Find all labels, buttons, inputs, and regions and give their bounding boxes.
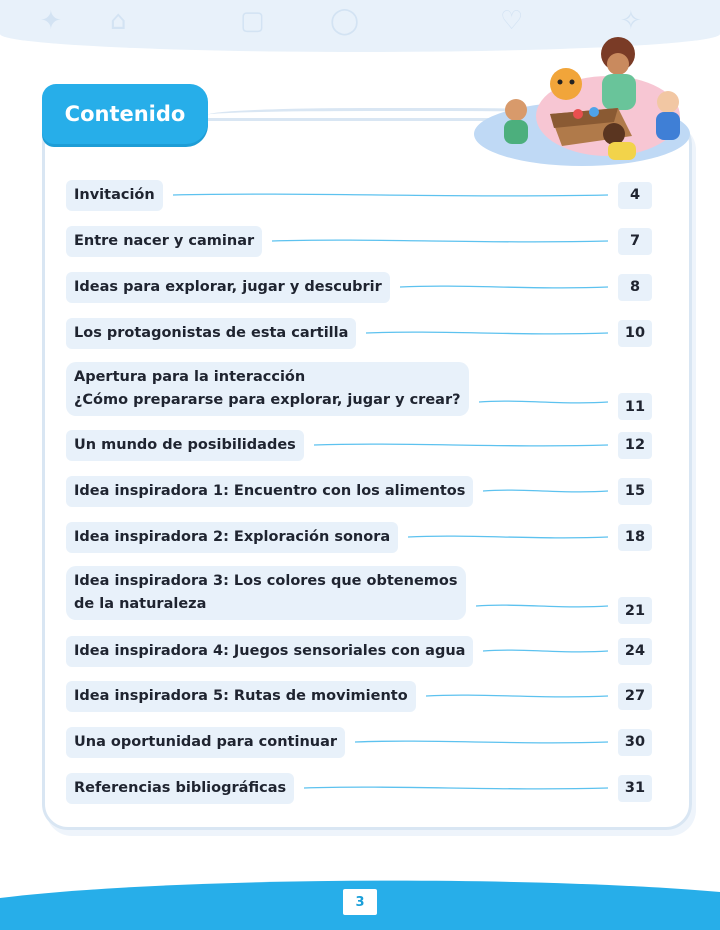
toc-leader-line xyxy=(366,329,608,337)
toc-entry[interactable] xyxy=(66,180,652,210)
toc-entry-title xyxy=(66,318,356,349)
toc-entry-page-number: 7 xyxy=(618,228,652,255)
star-doodle-icon: ✦ xyxy=(40,6,62,36)
page-title: Contenido xyxy=(42,84,208,144)
toc-entry-title xyxy=(66,681,416,712)
toc-leader-line xyxy=(314,441,608,449)
square-doodle-icon: ▢ xyxy=(240,6,265,36)
toc-leader-line xyxy=(400,283,608,291)
heart-doodle-icon: ♡ xyxy=(500,6,524,36)
toc-entry-title xyxy=(66,636,473,667)
toc-entry-title xyxy=(66,362,469,416)
toc-entry-title-line: Idea inspiradora 1: Encuentro con los alimentos xyxy=(74,483,466,499)
toc-entry[interactable] xyxy=(66,773,652,803)
toc-entry-page-number: 8 xyxy=(618,274,652,301)
toc-entry-title-line: de la naturaleza xyxy=(74,596,207,612)
toc-entry[interactable] xyxy=(66,318,652,348)
toc-entry-title xyxy=(66,476,473,507)
toc-entry-title-line: Un mundo de posibilidades xyxy=(74,437,296,453)
toc-entry[interactable] xyxy=(66,636,652,666)
toc-entry-page-number: 30 xyxy=(618,729,652,756)
toc-entry-title-line: Entre nacer y caminar xyxy=(74,233,255,249)
toc-entry[interactable] xyxy=(66,362,652,416)
toc-entry-title xyxy=(66,566,466,620)
toc-entry-title xyxy=(66,727,345,758)
toc-entry-page-number: 10 xyxy=(618,320,652,347)
ball-doodle-icon: ◯ xyxy=(330,6,360,36)
toc-entry-page-number: 27 xyxy=(618,683,652,710)
toc-entry-title xyxy=(66,773,294,804)
toc-entry-title xyxy=(66,430,304,461)
toc-leader-line xyxy=(479,398,608,406)
toc-entry-page-number: 4 xyxy=(618,182,652,209)
toc-entry[interactable] xyxy=(66,566,652,620)
toc-leader-line xyxy=(408,533,608,541)
toc-entry-page-number: 15 xyxy=(618,478,652,505)
contents-frame xyxy=(42,118,692,830)
toc-entry-title-line: Idea inspiradora 5: Rutas de movimiento xyxy=(74,688,408,704)
toc-leader-line xyxy=(304,784,608,792)
toc-entry-title-line: Idea inspiradora 2: Exploración sonora xyxy=(74,529,391,545)
toc-entry-page-number: 12 xyxy=(618,432,652,459)
toc-entry-title-line: Los protagonistas de esta cartilla xyxy=(74,325,349,341)
toc-entry[interactable] xyxy=(66,430,652,460)
toc-entry-title-line: Idea inspiradora 4: Juegos sensoriales con agua xyxy=(74,643,466,659)
toc-entry-title-line: ¿Cómo prepararse para explorar, jugar y crear? xyxy=(74,392,461,408)
toc-entry[interactable] xyxy=(66,681,652,711)
toc-leader-line xyxy=(426,692,608,700)
toc-leader-line xyxy=(483,647,608,655)
toc-entry-page-number: 18 xyxy=(618,524,652,551)
toc-entry[interactable] xyxy=(66,522,652,552)
toc-entry-title-line: Apertura para la interacción xyxy=(74,369,306,385)
toc-entry-title-line: Invitación xyxy=(74,187,155,203)
house-doodle-icon: ⌂ xyxy=(110,6,127,36)
toc-entry-page-number: 31 xyxy=(618,775,652,802)
toc-entry-title-line: Idea inspiradora 3: Los colores que obtenemos xyxy=(74,573,458,589)
toc-entry-page-number: 24 xyxy=(618,638,652,665)
toc-leader-line xyxy=(483,487,608,495)
toc-entry-page-number: 11 xyxy=(618,393,652,420)
toc-entry-title-line: Una oportunidad para continuar xyxy=(74,734,338,750)
toc-leader-line xyxy=(173,191,608,199)
toc-entry[interactable] xyxy=(66,226,652,256)
toc-entry-title xyxy=(66,226,262,257)
toc-entry-title-line: Ideas para explorar, jugar y descubrir xyxy=(74,279,382,295)
toc-entry[interactable] xyxy=(66,476,652,506)
toc-entry[interactable] xyxy=(66,727,652,757)
toc-leader-line xyxy=(355,738,608,746)
toc-entry-title xyxy=(66,180,163,211)
toc-leader-line xyxy=(272,237,608,245)
toc-entry-title-line: Referencias bibliográficas xyxy=(74,780,287,796)
children-caregiver-toy-box-illustration xyxy=(468,30,692,172)
toc-entry[interactable] xyxy=(66,272,652,302)
star-doodle-icon: ✧ xyxy=(620,6,642,36)
page-number: 3 xyxy=(341,887,379,917)
toc-entry-page-number: 21 xyxy=(618,597,652,624)
toc-leader-line xyxy=(476,602,608,610)
toc-entry-title xyxy=(66,522,398,553)
toc-entry-title xyxy=(66,272,390,303)
